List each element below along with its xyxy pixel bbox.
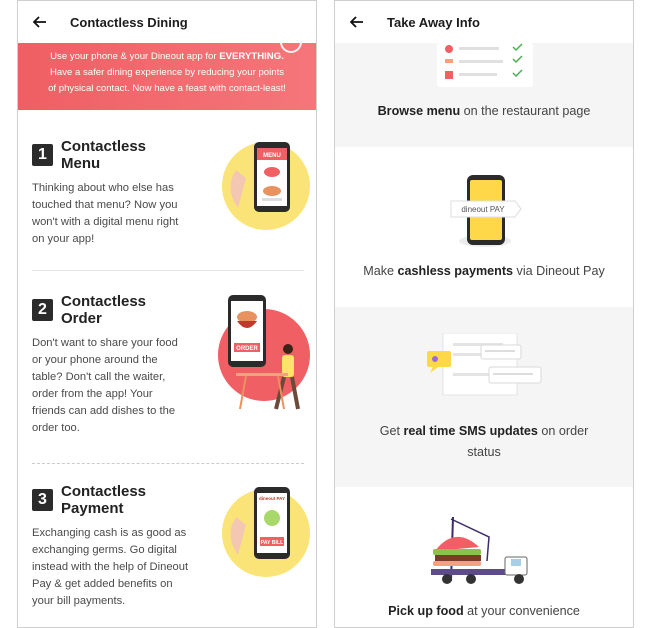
order-illustration <box>216 293 312 417</box>
section-description: Thinking about who else has touched that menu? Now you won't with a digital menu right on your app! <box>32 182 179 245</box>
section-description: Exchanging cash is as good as exchanging germs. Go digital instead with the help of Dineout Pay & get added benefits on your bill payments. <box>32 527 189 607</box>
app-bar <box>335 1 633 43</box>
pick-up-food-caption: Pick up food at your convenience <box>388 604 580 618</box>
back-arrow-icon[interactable] <box>347 12 367 32</box>
cashless-payments-caption: Make cashless payments via Dineout Pay <box>363 264 605 278</box>
section-title: Contactless Payment <box>61 483 147 517</box>
section-title: Contactless Order <box>61 293 147 327</box>
info-panel-cashless-payments <box>335 147 633 307</box>
contactless-dining-screen <box>17 0 317 628</box>
banner-line-3: of physical contact. Now have a feast with contact-least! <box>48 83 286 94</box>
phone-label-menu: MENU <box>263 153 281 159</box>
back-arrow-icon[interactable] <box>30 12 50 32</box>
banner-line-2: Have a safer dining experience by reducing your points <box>49 67 285 78</box>
sms-updates-illustration <box>423 333 545 399</box>
digital-menu-illustration <box>216 138 312 230</box>
section-number-badge: 1 <box>32 144 53 166</box>
menu-list-illustration <box>435 43 535 89</box>
phone-label-order: ORDER <box>236 346 258 352</box>
section-number-badge: 3 <box>32 489 53 511</box>
payment-illustration <box>216 483 312 579</box>
info-banner <box>18 43 316 110</box>
section-description: Don't want to share your food or your phone around the table? Don't call the waiter, order from the app! Your friends can add dishes to the order too. <box>32 337 178 434</box>
section-number-badge: 2 <box>32 299 53 321</box>
phone-label-pay-bill: PAY BILL <box>260 540 284 546</box>
page-title: Take Away Info <box>387 14 480 30</box>
dineout-pay-label: dineout PAY <box>461 205 505 214</box>
section-divider <box>32 463 304 464</box>
page-title: Contactless Dining <box>70 14 188 30</box>
app-bar <box>18 1 316 43</box>
info-panel-browse-menu <box>335 43 633 147</box>
browse-menu-caption: Browse menu on the restaurant page <box>377 104 591 118</box>
section-title: Contactless Menu <box>61 138 147 172</box>
food-truck-illustration <box>429 511 545 589</box>
banner-line-1: Use your phone & your Dineout app for EVERYTHING. <box>50 51 284 62</box>
sms-updates-caption: Get real time SMS updates on order status <box>379 424 589 459</box>
phone-brand-dineout-pay: dineout PAY <box>258 496 286 501</box>
info-panel-pick-up-food <box>335 487 633 628</box>
dineout-pay-phone-illustration <box>447 173 527 249</box>
info-panel-sms-updates <box>335 307 633 487</box>
take-away-info-screen <box>334 0 634 628</box>
section-divider <box>32 270 304 271</box>
